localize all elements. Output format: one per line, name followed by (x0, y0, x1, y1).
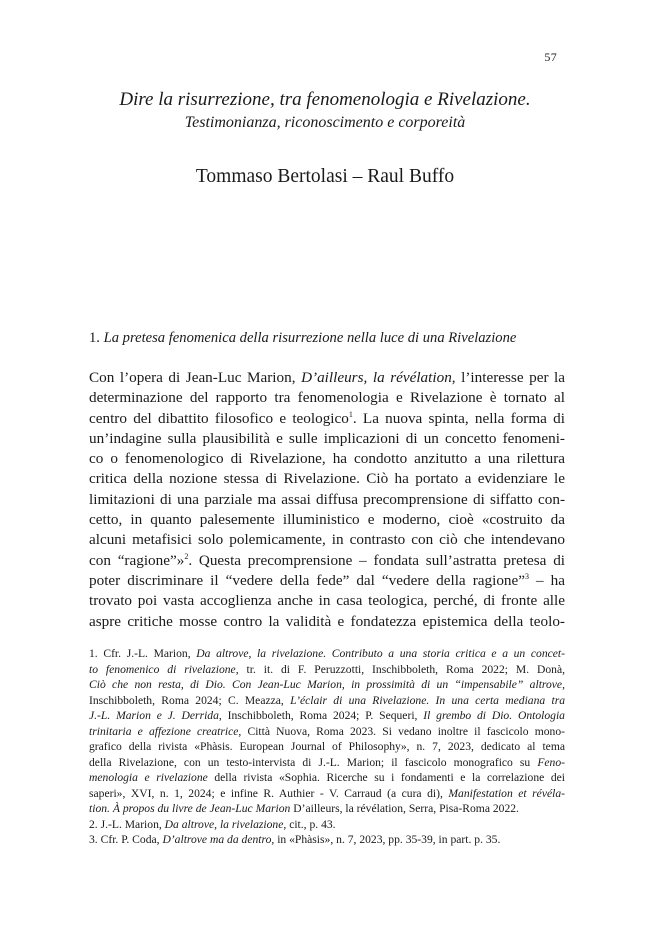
body-line: determinazione del rapporto tra fenomenologia e Rivelazione è tornato al (89, 389, 565, 407)
body-line: co o fenomenologico di Rivelazione, ha condotto anzitutto a una rilettura (89, 450, 565, 468)
body-line: critica della nozione stessa di Rivelazione. Ciò ha portato a evidenziare le (89, 470, 565, 488)
footnote-text: saperi», XVI, n. 1, 2024; e infine R. Authier - V. Carraud (a cura di), (89, 786, 449, 800)
footnote-ref[interactable]: 2 (184, 551, 189, 561)
section-heading (89, 328, 565, 348)
footnote-3 (89, 832, 565, 848)
body-line: trovato poi vasta accoglienza anche in casa teologica, perché, di fronte alle (89, 592, 565, 610)
footnote-1-line: grafico della rivista «Phàsis. European Journal of Philosophy», n. 7, 2023, dedicato al tema (89, 740, 565, 753)
body-text-run: Con l’opera di Jean-Luc Marion, (89, 369, 302, 386)
body-line: un’indagine sulla plausibilità e sulle implicazioni di un concetto fenomeni- (89, 429, 565, 447)
title-block (0, 88, 650, 189)
cited-title: L’éclair di una Rivelazione. In una certa mediana tra (290, 693, 565, 707)
footnotes (89, 646, 565, 848)
section-number: 1. (89, 330, 100, 346)
footnote-text: , in «Phàsis», n. 7, 2023, pp. 35-39, in part. p. 35. (271, 833, 501, 846)
footnote-text: , (562, 678, 565, 691)
cited-title: Manifestation et révéla- (448, 786, 565, 800)
footnote-ref[interactable]: 1 (348, 409, 353, 419)
body-line (89, 571, 565, 591)
article-authors: Tommaso Bertolasi – Raul Buffo (195, 166, 455, 187)
footnote-1-line (89, 677, 565, 693)
cited-title: menologia e rivelazione (89, 771, 208, 784)
cited-title: to fenomenico di rivelazione (89, 662, 236, 676)
body-text-run: – ha (529, 571, 565, 589)
body-line: cetto, in quanto palesemente illuministico e moderno, cioè «costruito da (89, 511, 565, 529)
body-line: aspre critiche mosse contro la validità e fondatezza epistemica della teolo- (89, 612, 565, 630)
cited-title: D’altrove ma da dentro (162, 833, 272, 846)
cited-title: Ciò che non resta, di Dio. Con Jean-Luc Marion, in prossimità di un “impensabile” altrove (89, 678, 563, 691)
body-line (89, 368, 565, 388)
body-paragraph (89, 368, 565, 632)
body-text-run: poter discriminare il “vedere della fede” dal “vedere della ragione” (89, 571, 525, 589)
footnote-text: , tr. it. di F. Peruzzotti, Inschibboleth, Roma 2022; M. Donà, (235, 662, 566, 676)
cited-title: Da altrove, la rivelazione. Contributo a una storia critica e a un concet- (196, 647, 565, 660)
section-title: La pretesa fenomenica della risurrezione nella luce di una Rivelazione (103, 330, 517, 346)
footnote-1-line (89, 646, 565, 662)
cited-title: J.-L. Marion e J. Derrida (89, 709, 219, 722)
footnote-text: , Inschibboleth, Roma 2024; P. Sequeri, (218, 709, 424, 722)
footnote-text: , Città Nuova, Roma 2023. Si vedano inoltre il fascicolo mono- (238, 724, 565, 738)
footnote-text: 1. Cfr. J.-L. Marion, (89, 647, 197, 660)
article-title: Dire la risurrezione, tra fenomenologia e Rivelazione. (119, 89, 531, 110)
body-text-run: , l’interesse per la (451, 369, 566, 386)
footnote-1-line (89, 724, 565, 740)
footnote-ref[interactable]: 3 (525, 571, 529, 581)
page-number: 57 (544, 50, 557, 64)
footnote-1-line (89, 786, 565, 802)
footnote-text: della rivista «Sophia. Ricerche su i fondamenti e la correlazione dei (207, 771, 566, 784)
work-title: D’ailleurs, la révélation (301, 369, 452, 386)
footnote-1-line (89, 801, 565, 817)
footnote-text: 3. Cfr. P. Coda, (89, 833, 163, 846)
body-line (89, 409, 565, 429)
cited-title: Da altrove, la rivelazione (164, 817, 284, 831)
footnote-1-line (89, 708, 565, 724)
footnote-text: , cit., p. 43. (283, 817, 336, 831)
cited-title: tion. À propos du livre de Jean-Luc Marion (89, 802, 291, 815)
cited-title: trinitaria e affezione creatrice (89, 724, 239, 738)
footnote-1-line (89, 755, 565, 771)
footnote-2 (89, 817, 565, 833)
body-line: limitazioni di una parziale ma assai diffusa precomprensione di siffatto con- (89, 490, 565, 508)
footnote-text: Inschibboleth, Roma 2024; C. Meazza, (89, 693, 291, 707)
article-subtitle: Testimonianza, riconoscimento e corporeità (184, 114, 466, 131)
footnote-1-line (89, 693, 565, 709)
body-line (89, 551, 565, 571)
cited-title: Il grembo di Dio. Ontologia (423, 709, 565, 722)
body-text-run: con “ragione”» (89, 551, 185, 569)
body-line: alcuni metafisici solo polemicamente, in contrasto con ciò che intendevano (89, 531, 565, 549)
footnote-text: della Rivelazione, con un testo-intervista di J.-L. Marion; il fascicolo monografico su (89, 755, 538, 769)
body-text-run: centro del dibattito filosofico e teologico (89, 409, 349, 427)
footnote-1-line (89, 770, 565, 786)
footnote-text: 2. J.-L. Marion, (89, 817, 165, 831)
footnote-text: D’ailleurs, la révélation, Serra, Pisa-Roma 2022. (290, 802, 519, 815)
footnote-1-line (89, 662, 565, 678)
cited-title: Feno- (537, 755, 565, 769)
body-text-run: . Questa precomprensione – fondata sull’astratta pretesa di (188, 551, 566, 569)
body-text-run: . La nuova spinta, nella forma di (352, 409, 565, 427)
